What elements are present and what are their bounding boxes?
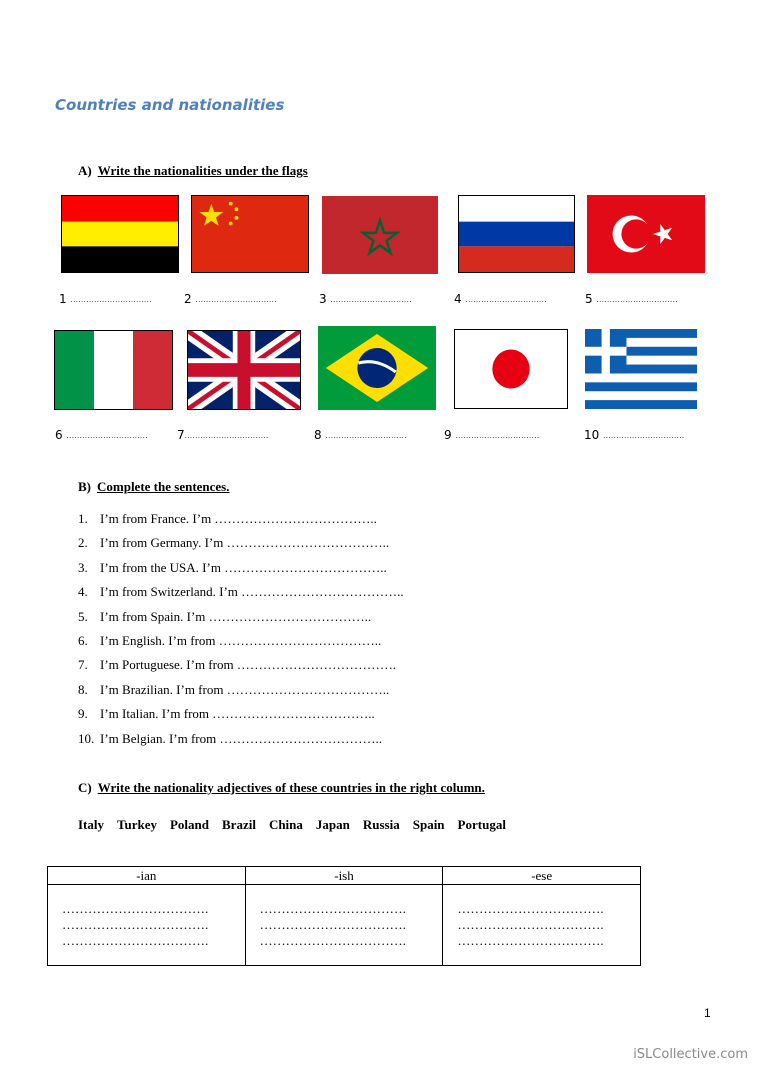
flag-blank-4[interactable]: 4 ............................... [454, 292, 547, 306]
country-word: Poland [169, 817, 209, 832]
russia-flag-icon [458, 195, 575, 273]
country-word: Japan [315, 817, 350, 832]
sentence-item[interactable]: 2. I’m from Germany. I’m ……………………………….. [78, 535, 390, 551]
column-header-ish: -ish [245, 867, 443, 885]
sentence-item[interactable]: 7. I’m Portuguese. I’m from ………………………………. [78, 657, 397, 673]
flag-blank-6[interactable]: 6 ............................... [55, 428, 148, 442]
brazil-flag-icon [318, 326, 436, 410]
worksheet-title: Countries and nationalities [55, 96, 285, 114]
japan-flag-icon [454, 329, 568, 409]
flag-blank-5[interactable]: 5 ............................... [585, 292, 678, 306]
country-word: China [268, 817, 303, 832]
section-c-label: C) [78, 780, 92, 795]
watermark: iSLCollective.com [633, 1047, 748, 1062]
page-number: 1 [704, 1006, 711, 1020]
section-b-text: Complete the sentences. [97, 479, 230, 494]
belgium-like-flag-icon [61, 195, 179, 273]
section-a-text: Write the nationalities under the flags [97, 163, 308, 178]
country-word: Spain [412, 817, 445, 832]
country-word-bank [78, 817, 519, 833]
morocco-flag-icon [322, 196, 438, 274]
flag-blank-3[interactable]: 3 ............................... [319, 292, 412, 306]
greece-flag-icon [585, 329, 697, 409]
china-flag-icon [191, 195, 309, 273]
sentence-item[interactable]: 9. I’m Italian. I’m from ……………………………….. [78, 706, 375, 722]
column-ese-answers[interactable]: ……………………………. ……………………………. ……………………………. [443, 885, 641, 966]
country-word: Turkey [117, 817, 157, 832]
section-a-heading [78, 163, 308, 179]
uk-flag-icon [187, 330, 301, 410]
section-a-label: A) [78, 163, 92, 178]
turkey-flag-icon [587, 195, 705, 273]
sentence-item[interactable]: 1. I’m from France. I’m ……………………………….. [78, 511, 377, 526]
sentence-item[interactable]: 5. I’m from Spain. I’m ……………………………….. [78, 608, 372, 624]
section-b-heading [78, 479, 230, 495]
country-word: Russia [362, 817, 400, 832]
flag-blank-9[interactable]: 9 ................................ [444, 428, 540, 442]
column-header-ese: -ese [443, 867, 641, 885]
column-header-ian: -ian [48, 867, 246, 885]
section-b-label: B) [78, 479, 91, 494]
column-ish-answers[interactable]: ……………………………. ……………………………. ……………………………. [245, 885, 443, 966]
sentence-list [78, 511, 404, 755]
flag-blank-2[interactable]: 2 ............................... [184, 292, 277, 306]
sentence-item[interactable]: 8. I’m Brazilian. I’m from ……………………………….. [78, 681, 390, 697]
nationality-columns-table [47, 866, 641, 966]
sentence-item[interactable]: 6. I’m English. I’m from ……………………………….. [78, 632, 382, 648]
flag-blank-1[interactable]: 1 ............................... [59, 292, 152, 306]
column-ian-answers[interactable]: ……………………………. ……………………………. ……………………………. [48, 885, 246, 966]
italy-flag-icon [54, 330, 173, 410]
flag-blank-10[interactable]: 10 ............................... [584, 428, 685, 442]
sentence-item[interactable]: 3. I’m from the USA. I’m ……………………………….. [78, 559, 387, 575]
flag-blank-7[interactable]: 7................................ [177, 428, 269, 442]
country-word: Italy [78, 817, 104, 832]
country-word: Portugal [457, 817, 506, 832]
country-word: Brazil [222, 817, 256, 832]
flag-blank-8[interactable]: 8 ............................... [314, 428, 407, 442]
sentence-item[interactable]: 10. I’m Belgian. I’m from ……………………………….. [78, 730, 382, 746]
section-c-text: Write the nationality adjectives of these countries in the right column. [97, 780, 485, 795]
section-c-heading [78, 780, 485, 796]
sentence-item[interactable]: 4. I’m from Switzerland. I’m ……………………………….. [78, 584, 404, 600]
